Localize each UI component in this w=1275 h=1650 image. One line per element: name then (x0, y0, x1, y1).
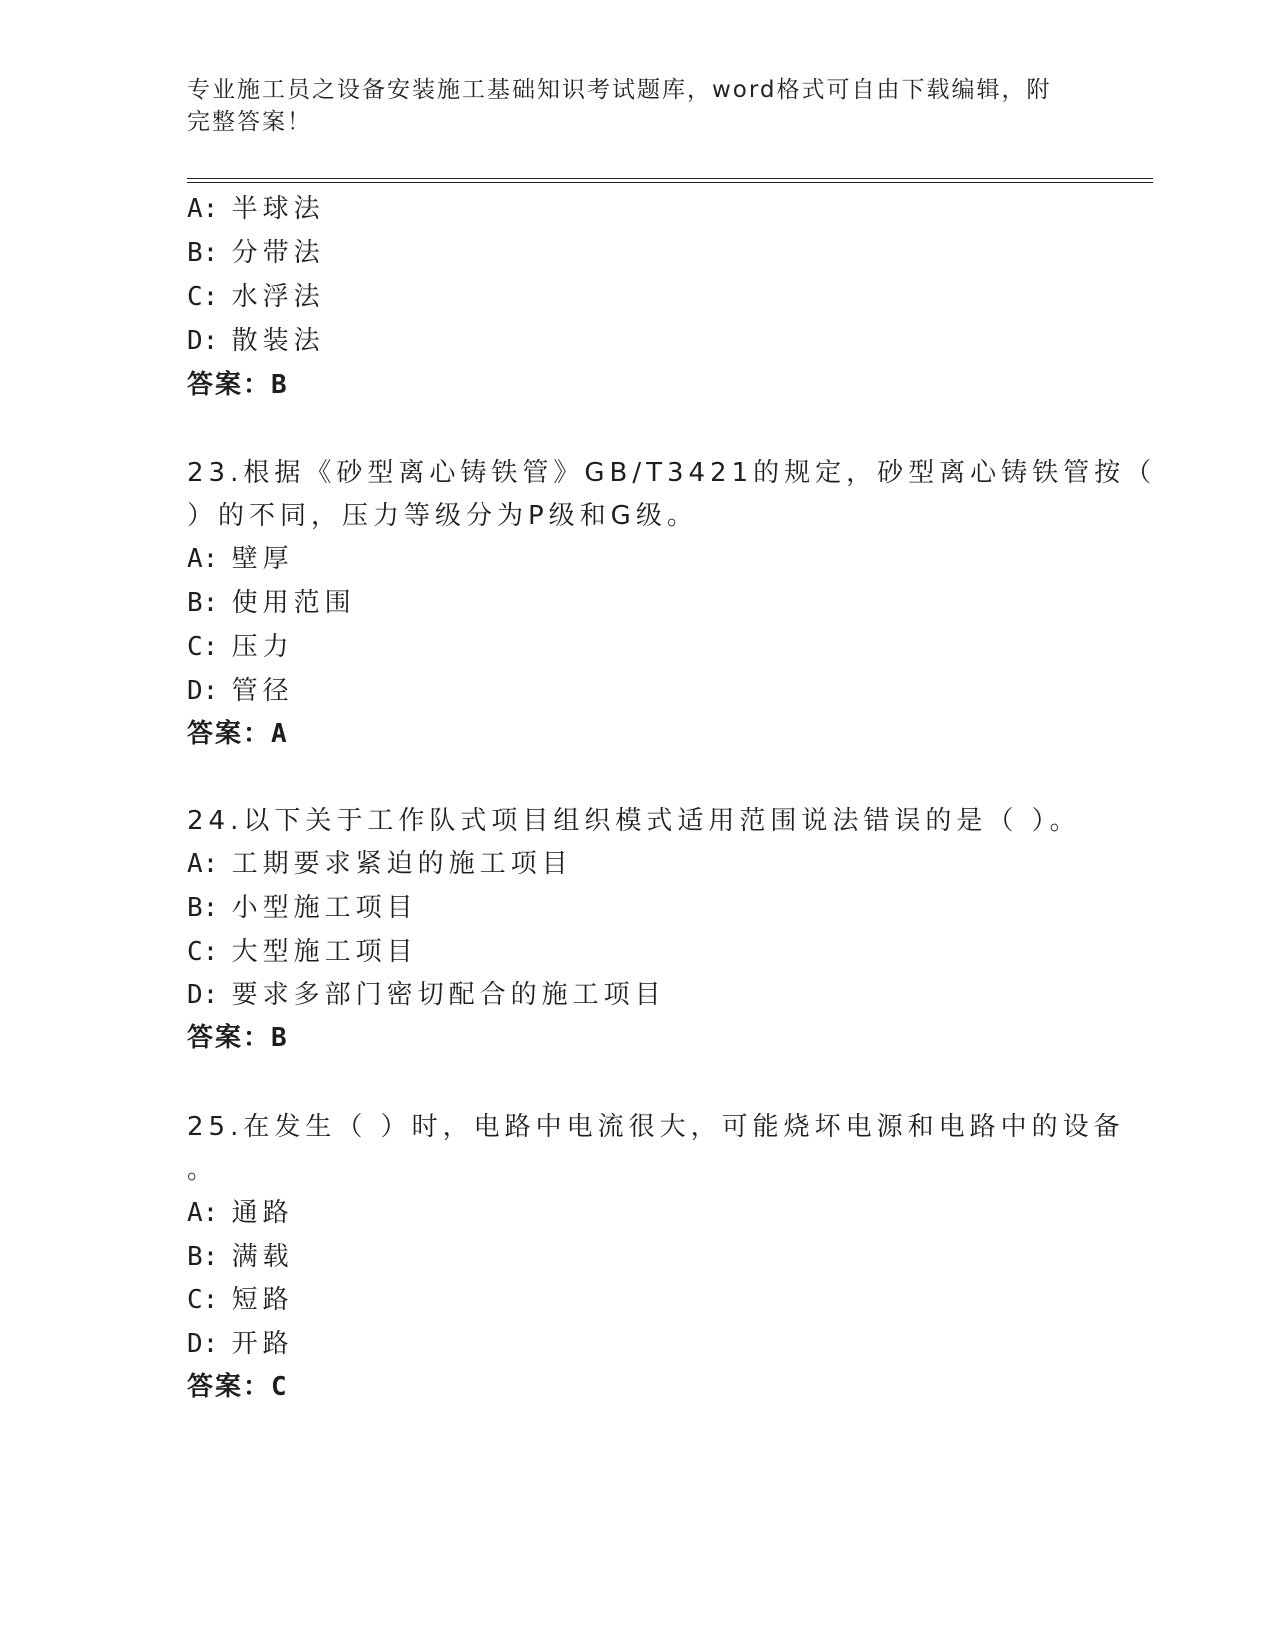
q24-answer (187, 1021, 289, 1055)
q25-answer (187, 1370, 289, 1404)
question-text: 24.以下关于工作队式项目组织模式适用范围说法错误的是（ ）。 (187, 806, 1081, 836)
question-text: ）的不同，压力等级分为P级和G级。 (187, 501, 698, 531)
q24-stem-line1 (187, 804, 1081, 838)
option-letter: C: (187, 632, 219, 662)
answer-value: B (271, 370, 289, 400)
option-text: 壁厚 (231, 544, 294, 574)
q25-stem-line2 (187, 1153, 218, 1187)
q23-option-a (187, 542, 294, 576)
q24-option-a (187, 847, 573, 881)
option-letter: D: (187, 980, 219, 1010)
question-text: 。 (187, 1155, 219, 1185)
option-letter: D: (187, 326, 219, 356)
q22-option-a (187, 192, 325, 226)
q23-stem-line1 (187, 456, 1156, 490)
option-letter: C: (187, 937, 219, 967)
q23-answer (187, 717, 289, 751)
q23-option-d (187, 674, 294, 708)
option-letter: B: (187, 238, 219, 268)
q23-option-c (187, 630, 294, 664)
option-text: 大型施工项目 (231, 937, 418, 967)
answer-value: C (271, 1372, 289, 1402)
option-letter: C: (187, 1285, 219, 1315)
q25-option-b (187, 1240, 294, 1274)
header-rule-top (187, 178, 1153, 179)
option-letter: A: (187, 1198, 219, 1228)
option-letter: D: (187, 676, 219, 706)
answer-label: 答案： (187, 1372, 272, 1402)
option-text: 工期要求紧迫的施工项目 (231, 849, 573, 879)
header-text: 专业施工员之设备安装施工基础知识考试题库，word格式可自由下载编辑，附完整答案！ (187, 77, 1052, 135)
q22-option-b (187, 236, 325, 270)
option-letter: B: (187, 1242, 219, 1272)
option-text: 散装法 (231, 326, 325, 356)
q23-option-b (187, 586, 356, 620)
answer-value: A (271, 719, 289, 749)
option-text: 开路 (231, 1329, 294, 1359)
q24-option-c (187, 935, 418, 969)
q25-option-d (187, 1327, 294, 1361)
option-letter: B: (187, 893, 219, 923)
option-letter: A: (187, 544, 219, 574)
q22-option-c (187, 280, 325, 314)
option-text: 管径 (231, 676, 294, 706)
option-letter: C: (187, 282, 219, 312)
option-letter: A: (187, 849, 219, 879)
option-text: 满载 (231, 1242, 294, 1272)
option-text: 压力 (231, 632, 294, 662)
q24-option-d (187, 978, 666, 1012)
q25-stem-line1 (187, 1110, 1125, 1144)
answer-value: B (271, 1023, 289, 1053)
page-header (187, 74, 1067, 138)
q24-option-b (187, 891, 418, 925)
option-letter: D: (187, 1329, 219, 1359)
option-text: 短路 (231, 1285, 294, 1315)
option-letter: A: (187, 194, 219, 224)
option-text: 半球法 (231, 194, 325, 224)
q25-option-c (187, 1283, 294, 1317)
option-text: 使用范围 (231, 588, 356, 618)
option-letter: B: (187, 588, 219, 618)
answer-label: 答案： (187, 370, 272, 400)
question-text: 23.根据《砂型离心铸铁管》GB/T3421的规定，砂型离心铸铁管按（ (187, 458, 1157, 488)
header-rule-bottom (187, 182, 1153, 183)
q25-option-a (187, 1196, 294, 1230)
option-text: 小型施工项目 (231, 893, 418, 923)
q22-option-d (187, 324, 325, 358)
q22-answer (187, 368, 289, 402)
option-text: 水浮法 (231, 282, 325, 312)
question-text: 25.在发生（ ）时，电路中电流很大，可能烧坏电源和电路中的设备 (187, 1112, 1125, 1142)
option-text: 分带法 (231, 238, 325, 268)
q23-stem-line2 (187, 499, 698, 533)
answer-label: 答案： (187, 1023, 272, 1053)
option-text: 通路 (231, 1198, 294, 1228)
option-text: 要求多部门密切配合的施工项目 (231, 980, 666, 1010)
answer-label: 答案： (187, 719, 272, 749)
